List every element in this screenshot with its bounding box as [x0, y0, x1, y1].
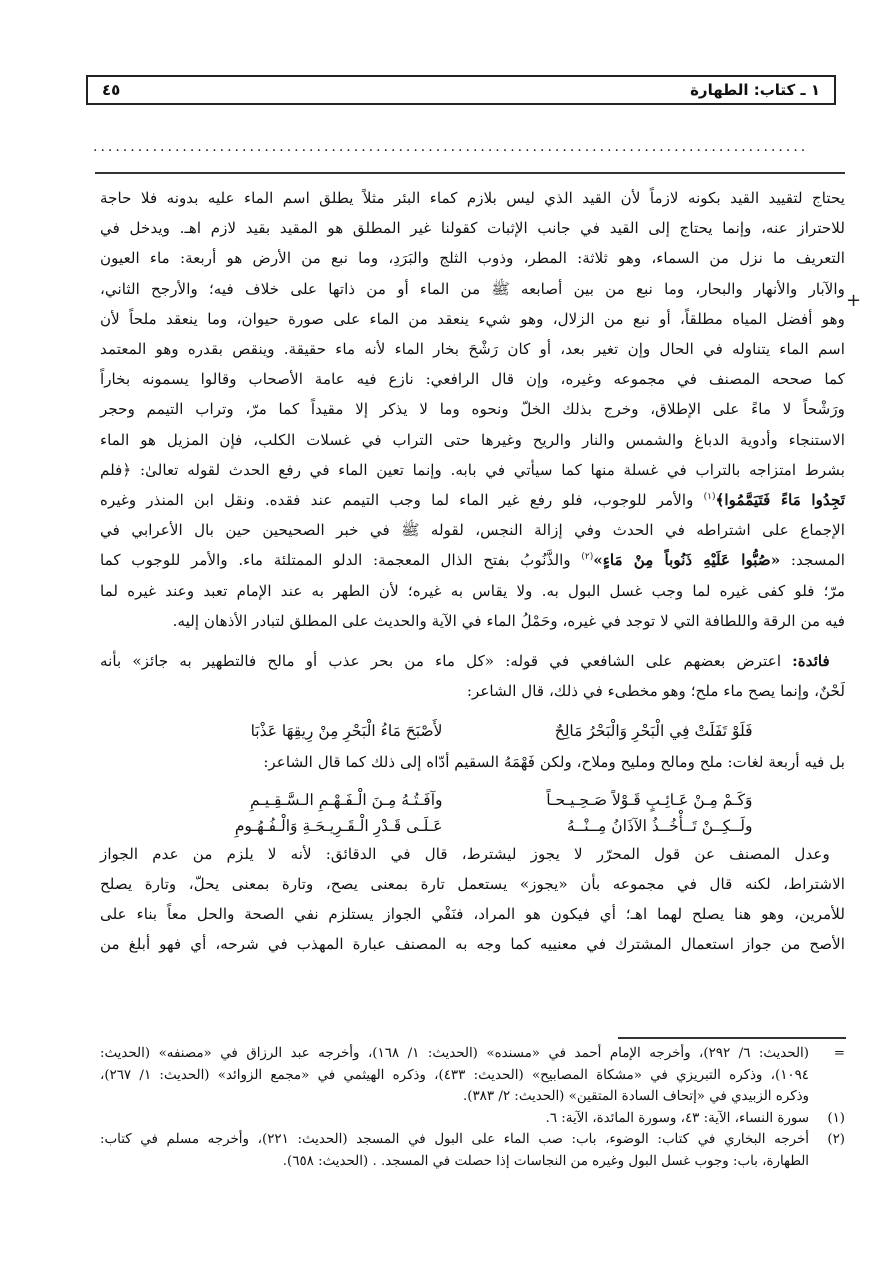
- dotted-separator: ................................................................................................: [93, 140, 809, 154]
- hemistich-right: ولَــكِــنْ تَــأْخُــذُ الآذَانُ مِــنْــهُ: [566, 816, 753, 835]
- margin-plus-mark: +: [846, 290, 862, 311]
- text-line: الإجماع على اشتراطه في الحدث وفي إزالة النجس، لقوله ﷺ في خبر الصحيحين حين بال الأعرابي في: [100, 521, 845, 540]
- text-line: ورَشْحاً لا ماءً على الإطلاق، وخرج بذلك الخلّ ونحوه وما لا يذكر إلا مقيداً كما مرّ، وتراب التيمم وحجر: [100, 400, 845, 419]
- footnote-continued: [100, 1043, 845, 1108]
- text-line: للأمرين، وهو هنا يصلح لهما اهـ؛ أي فيكون هو المراد، فنَفْي الجواز يستلزم نفي الصحة والحل معاً بناء على: [100, 905, 845, 924]
- footnote-ref-1[interactable]: (١): [703, 491, 716, 502]
- footnote-line: وذكره الزبيدي في «إتحاف السادة المتقين» (الحديث: ٢/ ٣٨٣).: [463, 1089, 809, 1104]
- text-line: بشرط امتزاجه بالتراب في غسلة منها كما سيأتي في بابه. وإنما تعين الماء في رفع الحدث لقوله تعالىٰ: ﴿فلم: [100, 460, 845, 479]
- footnote-mark: (٢): [827, 1132, 845, 1147]
- footnotes: [100, 1043, 845, 1172]
- hemistich-left: عَـلَـى قَـدْرِ الْـقَـرِيـحَـةِ وَالْـفُـهُـومِ: [234, 816, 443, 835]
- page-number: ٤٥: [102, 81, 121, 99]
- hemistich-left: وآفَـتُـهُ مِـنَ الْـفَـهْـمِ الـسَّـقِـيـمِ: [249, 790, 443, 809]
- text-line: وهو أفضل المياه مطلقاً، أو نبع من الزلال، وهو شيء ينعقد من الماء على صورة حيوان، وما ينعقد ملحاً لأن: [100, 309, 845, 328]
- text-line: يحتاج لتقييد القيد بكونه لازماً لأن القيد الذي ليس بلازم كماء البئر مثلاً يطلق اسم الماء عليه بدونه فلا حاجة: [100, 189, 845, 207]
- text-line: كما صححه المصنف في مجموعه وغيره، وإن قال الرافعي: نازع فيه عامة الأصحاب وقالوا يسمونه بخاراً: [100, 370, 845, 389]
- footnote-rule: [618, 1037, 846, 1039]
- footnote-mark: (١): [827, 1110, 845, 1126]
- poem-verse: [100, 813, 845, 839]
- text-line: الأصح من جواز استعمال المشترك في معنييه كما وجه به المصنف عبارة المهذب في شرحه، أي فهو أبلغ من: [100, 935, 845, 954]
- footnote-ref-2[interactable]: (٢): [581, 552, 594, 563]
- text-line: فيه من الرقة واللطافة التي لا توجد في غيره، وحَمْلُ الماء في الآية والحديث على المطلق لتبادر الأذهان إليه.: [172, 611, 845, 630]
- hemistich-right: فَلَوْ تَفَلَتْ فِي الْبَحْرِ وَالْبَحْرُ مَالِحٌ: [554, 722, 753, 741]
- text-line: المسجد: «صُبُّوا عَلَيْهِ ذَنُوباً مِنْ مَاءٍ»$^{(٢)}$ والذَّنُوبُ بفتح الذال المعجمة: الدلو الممتلئة ماء. والأمر للوجوب كما: [100, 551, 845, 570]
- footnote-line: (الحديث: ٦/ ٢٩٢)، وأخرجه الإمام أحمد في «مسنده» (الحديث: ١/ ١٦٨)، وأخرجه عبد الرزاق في «مصنفه» (الحديث:: [100, 1046, 809, 1061]
- footnote-2: [100, 1129, 845, 1172]
- footnote-1: [100, 1108, 845, 1130]
- hemistich-right: وَكَـمْ مِـنْ عَـائِـبٍ قَـوْلاً صَـحِـيـحـاً: [546, 790, 753, 809]
- text-line: وعدل المصنف عن قول المحرّر لا يجوز ليشترط، قال في الدقائق: لأنه لا يلزم من عدم الجواز: [100, 844, 830, 863]
- text-line: التعريف ما نزل من السماء، وهو ثلاثة: المطر، وذوب الثلج والبَرَدِ، وما نبع من الأرض هو أربعة: ماء العيون: [100, 249, 845, 268]
- text-line: للاحتراز عنه، وإنما يحتاج إلى القيد في جانب الإثبات كقولنا غير المطلق هو المقيد بقيد لازم اهـ. ويدخل في: [100, 219, 845, 238]
- running-header: [86, 75, 836, 105]
- footnote-mark: =: [833, 1046, 845, 1061]
- hemistich-left: لأَصْبَحَ مَاءُ الْبَحْرِ مِنْ رِيقِهَا عَذْبَا: [250, 722, 443, 741]
- quran-verse: تَجِدُوا مَاءً فَتَيَمَّمُوا﴾: [715, 491, 845, 510]
- top-rule: [95, 172, 845, 174]
- text-line: بل فيه أربعة لغات: ملح ومالح ومليح وملاح، ولكن فَهْمَهُ السقيم أدّاه إلى ذلك كما قال الشاعر:: [263, 752, 845, 771]
- text-line: اسم الماء يتناوله في الحال وإن تغير بعد، أو كان رَشْحَ بخار الماء لأنه ماء حقيقة. وينقص بقدره وهو المعتمد: [100, 340, 845, 359]
- poem-verse: [100, 787, 845, 813]
- hadith-quote: «صُبُّوا عَلَيْهِ ذَنُوباً مِنْ مَاءٍ»: [593, 551, 781, 570]
- chapter-title: ١ ـ كتاب: الطهارة: [690, 81, 820, 99]
- text-line: الاستنجاء وأدوية الدباغ والشمس والنار والريح وغيرها حتى التراب في غسلات الكلب، فإن المزيل هو الماء: [100, 430, 845, 449]
- text-line: والآبار والأنهار والبحار، وما نبع من بين أصابعه ﷺ من الماء أو من ذاتها على خلاف فيه؛ والأرجح الثاني،: [100, 279, 845, 298]
- text-line: لَحْنٌ، وإنما يصح ماء ملح؛ وهو مخطىء في ذلك، قال الشاعر:: [466, 682, 845, 701]
- footnote-line: سورة النساء، الآية: ٤٣، وسورة المائدة، الآية: ٦.: [545, 1110, 809, 1126]
- text-line: فائدة: اعترض بعضهم على الشافعي في قوله: «كل ماء من بحر عذب أو مالح فالتطهير به جائز» بأنه: [100, 652, 830, 671]
- faida-label: فائدة:: [792, 652, 830, 671]
- footnote-line: ١٠٩٤)، وذكره التبريزي في «مشكاة المصابيح» (الحديث: ٤٣٣)، وذكره الهيثمي في «مجمع الزوائد» (الحديث: ١/ ٢٦٧)،: [100, 1067, 809, 1083]
- footnote-line: أخرجه البخاري في كتاب: الوضوء، باب: صب الماء على البول في المسجد (الحديث: ٢٢١)، وأخرجه مسلم في كتاب:: [100, 1132, 809, 1147]
- main-text: [100, 183, 845, 960]
- text-line: مرّ؛ فلو كفى غيره لما وجب غسل البول به. ولا يقاس به غيره؛ لأن الطهر به عند الإمام تعبد وعند غيره لما: [100, 581, 845, 600]
- text-line: الاشتراط، لكنه قال في مجموعه بأن «يجوز» يستعمل تارة بمعنى يصح، وتارة بمعنى يحلّ، وتارة يصلح: [100, 875, 845, 894]
- footnote-line: الطهارة، باب: وجوب غسل البول وغيره من النجاسات إذا حصلت في المسجد. . (الحديث: ٦٥٨).: [282, 1153, 809, 1169]
- text-line: تَجِدُوا مَاءً فَتَيَمَّمُوا﴾$^{(١)}$ والأمر للوجوب، فلو رفع غير الماء لما وجب التيمم عند فقده. ونقل ابن المنذر وغيره: [100, 491, 845, 510]
- poem-verse: [100, 716, 845, 746]
